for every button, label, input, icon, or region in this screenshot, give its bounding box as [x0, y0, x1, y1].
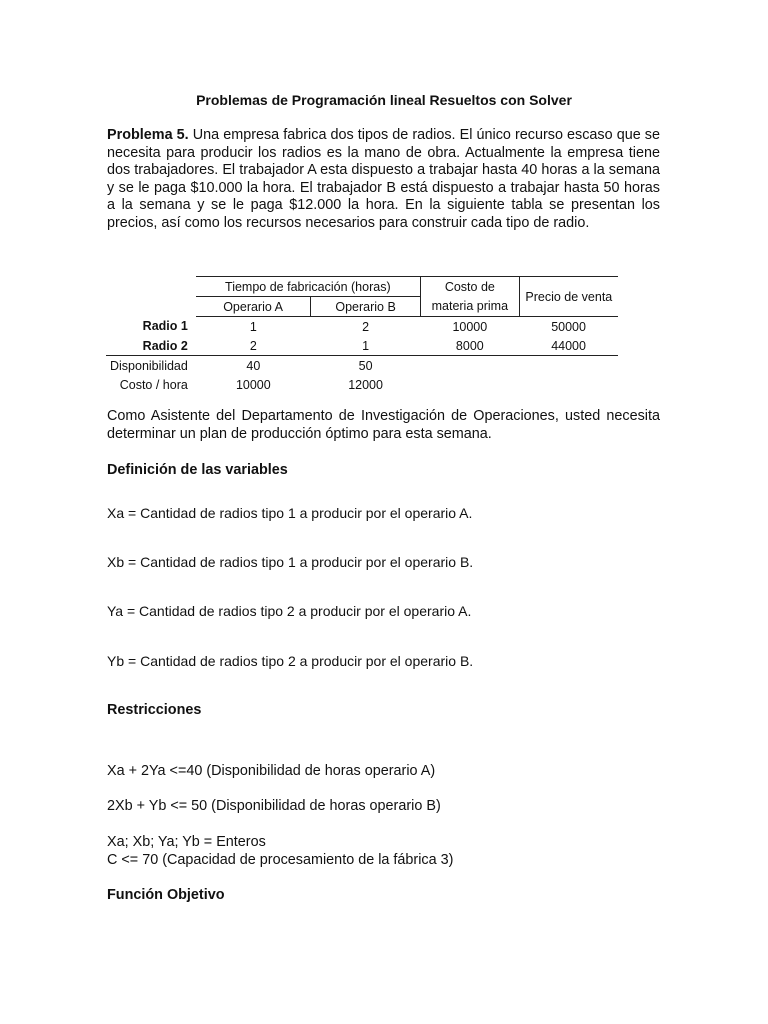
- header-costo-2: materia prima: [420, 297, 519, 317]
- table-row: [106, 356, 618, 376]
- cell-operario-a: 1: [249, 319, 257, 334]
- cell-costo: [420, 375, 519, 394]
- objective-heading: Función Objetivo: [107, 887, 225, 903]
- row-label: Costo / hora: [119, 377, 188, 392]
- restrictions-heading: Restricciones: [107, 702, 202, 718]
- variable-definition: Yb = Cantidad de radios tipo 2 a producir por el operario B.: [107, 653, 474, 669]
- variable-definition: Xb = Cantidad de radios tipo 1 a producir por el operario B.: [107, 554, 474, 570]
- cell-precio: 44000: [519, 336, 618, 356]
- header-operario-b: Operario B: [311, 297, 421, 317]
- cell-operario-a: 40: [246, 358, 261, 373]
- cell-precio: [519, 375, 618, 394]
- restriction-line: Xa + 2Ya <=40 (Disponibilidad de horas operario A): [107, 763, 436, 779]
- cell-operario-b: 2: [362, 319, 370, 334]
- table-row: [106, 317, 618, 337]
- restriction-line: 2Xb + Yb <= 50 (Disponibilidad de horas operario B): [107, 798, 441, 814]
- cell-costo: [420, 356, 519, 376]
- row-label: Disponibilidad: [110, 358, 188, 373]
- cell-precio: [519, 356, 618, 376]
- problem-text: Una empresa fabrica dos tipos de radios. El único recurso escaso que se necesita para producir los radios es la mano de obra. Actualmente la empresa tiene dos trabajadores. El trabajador A esta dispuesto a trabajar hasta 40 horas a la semana y se le paga $10.000 la hora. El trabajador B está dispuesto a trabajar hasta 50 horas a la semana y se le paga $12.000 la hora. En la siguiente tabla se presentan los precios, así como los recursos necesarios para construir cada tipo de radio.: [107, 127, 660, 231]
- definition-heading: Definición de las variables: [107, 462, 288, 478]
- table-row: [106, 375, 618, 394]
- assistant-paragraph: Como Asistente del Departamento de Investigación de Operaciones, usted necesita determinar un plan de producción óptimo para esta semana.: [107, 408, 660, 442]
- production-table: [106, 276, 618, 394]
- row-label: Radio 1: [142, 319, 188, 334]
- cell-operario-a: 10000: [235, 377, 271, 392]
- header-tiempo: Tiempo de fabricación (horas): [196, 277, 421, 297]
- cell-costo: 8000: [420, 336, 519, 356]
- header-precio: Precio de venta: [519, 277, 618, 317]
- cell-costo: 10000: [452, 319, 488, 334]
- cell-precio: 50000: [551, 319, 586, 334]
- document-title: Problemas de Programación lineal Resueltos con Solver: [196, 92, 572, 108]
- header-costo-1: Costo de: [420, 277, 519, 297]
- row-label: Radio 2: [106, 336, 196, 356]
- cell-operario-b: 50: [358, 358, 373, 373]
- variable-definition: Xa = Cantidad de radios tipo 1 a producir por el operario A.: [107, 505, 473, 521]
- cell-operario-a: 2: [196, 336, 311, 356]
- table-row: [106, 336, 618, 356]
- cell-operario-b: 1: [311, 336, 421, 356]
- header-operario-a: Operario A: [196, 297, 311, 317]
- problem-paragraph: [107, 127, 660, 232]
- problem-label: Problema 5.: [107, 127, 189, 143]
- variable-definition: Ya = Cantidad de radios tipo 2 a producir por el operario A.: [107, 603, 472, 619]
- restriction-line: C <= 70 (Capacidad de procesamiento de la fábrica 3): [107, 852, 454, 868]
- restriction-line: Xa; Xb; Ya; Yb = Enteros: [107, 834, 266, 850]
- cell-operario-b: 12000: [348, 377, 383, 392]
